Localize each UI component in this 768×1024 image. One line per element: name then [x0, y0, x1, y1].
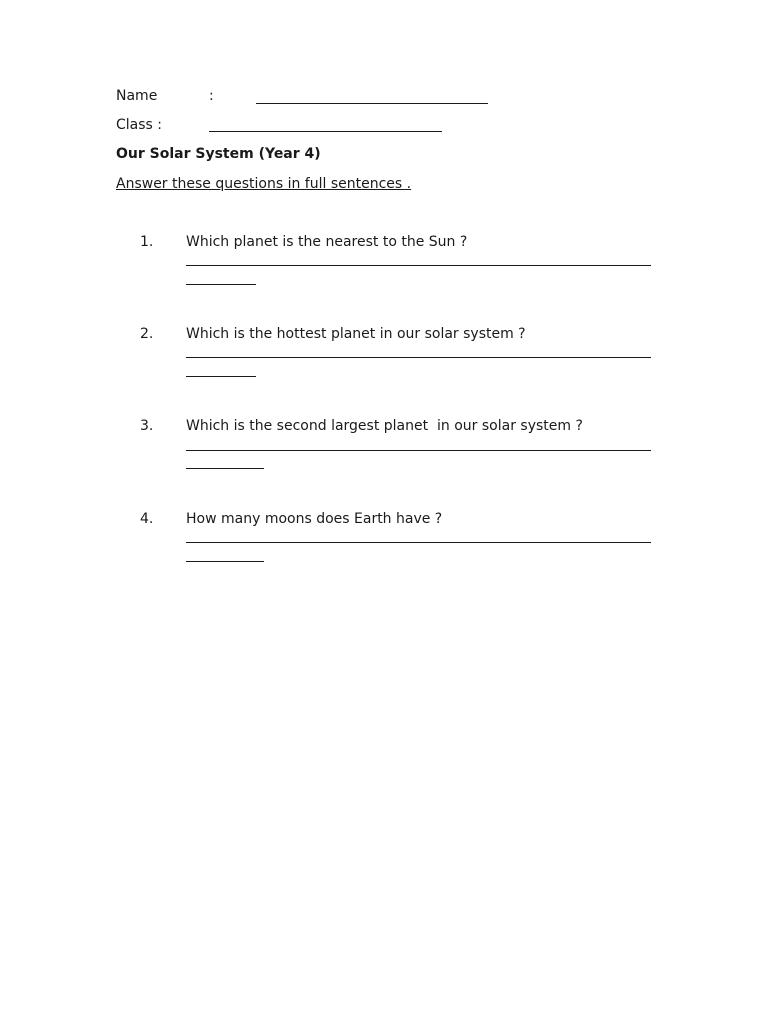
- question-1-number: 1.: [140, 234, 154, 250]
- question-2-answer-line-1[interactable]: [186, 357, 651, 358]
- question-4-answer-line-1[interactable]: [186, 542, 651, 543]
- question-1-answer-line-2[interactable]: [186, 284, 256, 285]
- class-answer-line[interactable]: [209, 131, 442, 132]
- question-3-number: 3.: [140, 418, 154, 434]
- question-2-text: Which is the hottest planet in our solar system ?: [186, 326, 526, 342]
- name-label: Name: [116, 88, 158, 104]
- question-1-answer-line-1[interactable]: [186, 265, 651, 266]
- question-2-number: 2.: [140, 326, 154, 342]
- question-2-answer-line-2[interactable]: [186, 376, 256, 377]
- name-colon: :: [209, 88, 214, 104]
- question-4-text: How many moons does Earth have ?: [186, 511, 443, 527]
- question-3-text: Which is the second largest planet in our solar system ?: [186, 418, 583, 434]
- question-4-answer-line-2[interactable]: [186, 561, 264, 562]
- question-3-answer-line-1[interactable]: [186, 450, 651, 451]
- name-answer-line[interactable]: [256, 103, 488, 104]
- question-3-answer-line-2[interactable]: [186, 468, 264, 469]
- question-1-text: Which planet is the nearest to the Sun ?: [186, 234, 468, 250]
- class-label: Class :: [116, 117, 162, 133]
- question-4-number: 4.: [140, 511, 154, 527]
- instruction-text: Answer these questions in full sentences .: [116, 176, 412, 192]
- worksheet-title: Our Solar System (Year 4): [116, 146, 321, 162]
